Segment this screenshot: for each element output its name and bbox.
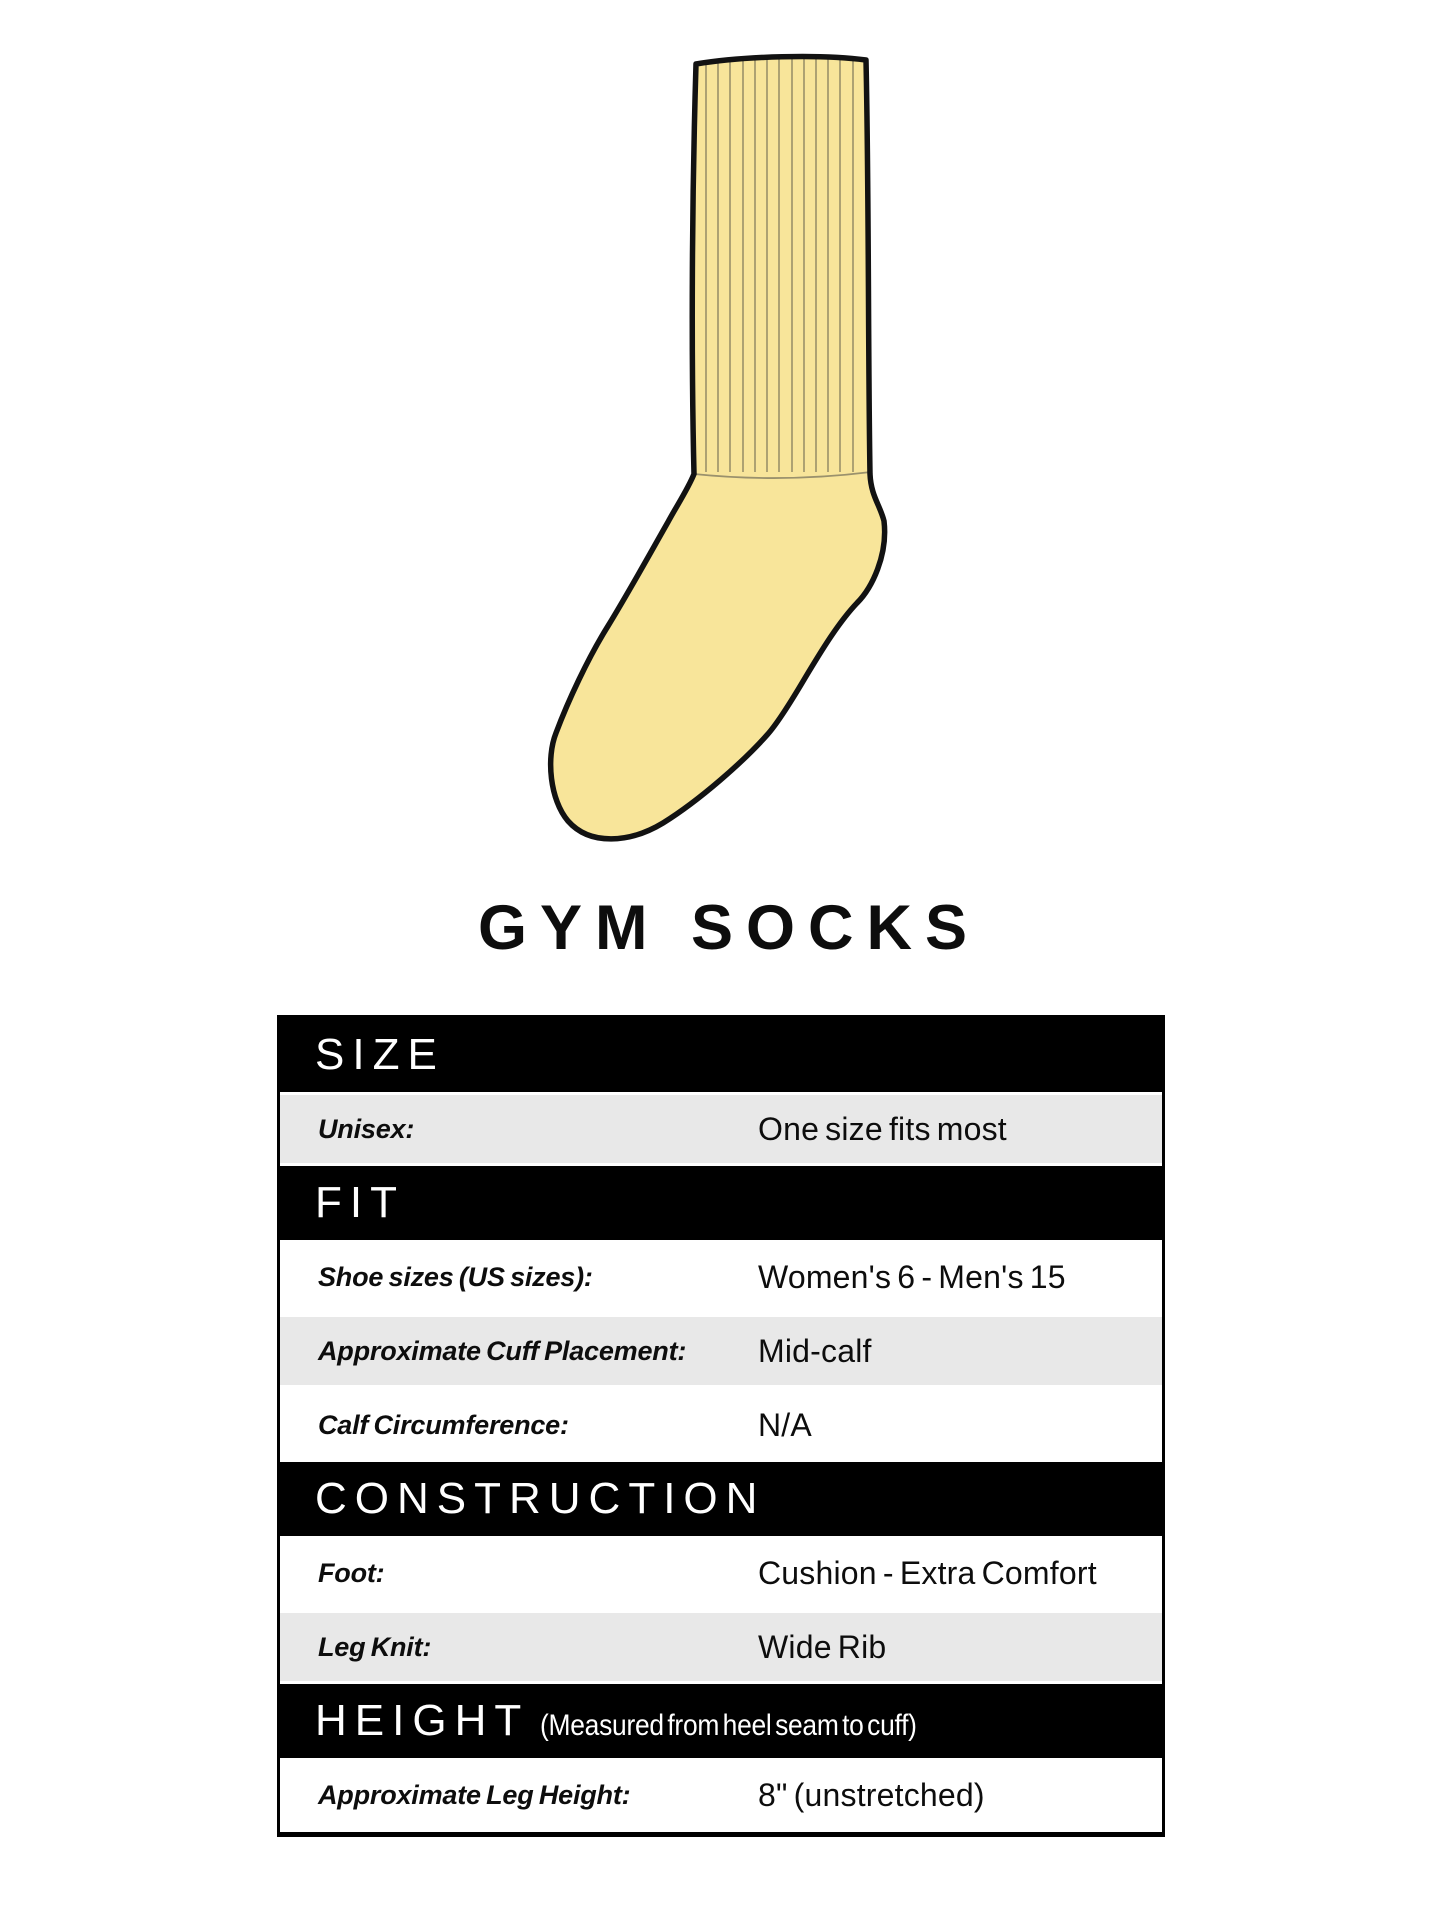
spec-table: [277, 1015, 1165, 1837]
section-header-label: FIT: [315, 1178, 405, 1227]
spec-value: Cushion - Extra Comfort: [758, 1554, 1097, 1591]
section-header-label: HEIGHT: [315, 1696, 530, 1745]
sock-illustration: [520, 28, 920, 858]
section-header-height: [280, 1684, 1162, 1758]
spec-row-leg-height: [280, 1758, 1162, 1832]
spec-label: Leg Knit:: [318, 1631, 432, 1662]
section-header-inner: [315, 1696, 968, 1746]
section-header-construction: [280, 1462, 1162, 1536]
spec-row-cuff-placement: [280, 1314, 1162, 1388]
section-header-label: CONSTRUCTION: [315, 1474, 766, 1523]
spec-row-foot: [280, 1536, 1162, 1610]
spec-value: Mid-calf: [758, 1332, 872, 1369]
section-header-size: [280, 1018, 1162, 1092]
spec-row-shoe-sizes: [280, 1240, 1162, 1314]
section-header-label: SIZE: [315, 1030, 445, 1079]
spec-value: 8" (unstretched): [758, 1776, 985, 1813]
spec-label: Foot:: [318, 1557, 385, 1588]
section-header-note: (Measured from heel seam to cuff): [539, 1709, 917, 1742]
spec-value: N/A: [758, 1406, 812, 1443]
spec-row-leg-knit: [280, 1610, 1162, 1684]
page-title: GYM SOCKS: [477, 893, 981, 963]
spec-value: Wide Rib: [758, 1628, 887, 1665]
spec-value: Women's 6 - Men's 15: [758, 1258, 1066, 1295]
spec-row-unisex: [280, 1092, 1162, 1166]
spec-value: One size fits most: [758, 1110, 1007, 1147]
spec-row-calf-circumference: [280, 1388, 1162, 1462]
section-header-fit: [280, 1166, 1162, 1240]
spec-label: Approximate Cuff Placement:: [318, 1335, 687, 1366]
spec-label: Approximate Leg Height:: [318, 1779, 631, 1810]
spec-label: Shoe sizes (US sizes):: [318, 1261, 593, 1292]
spec-label: Calf Circumference:: [318, 1409, 569, 1440]
spec-label: Unisex:: [318, 1113, 415, 1144]
